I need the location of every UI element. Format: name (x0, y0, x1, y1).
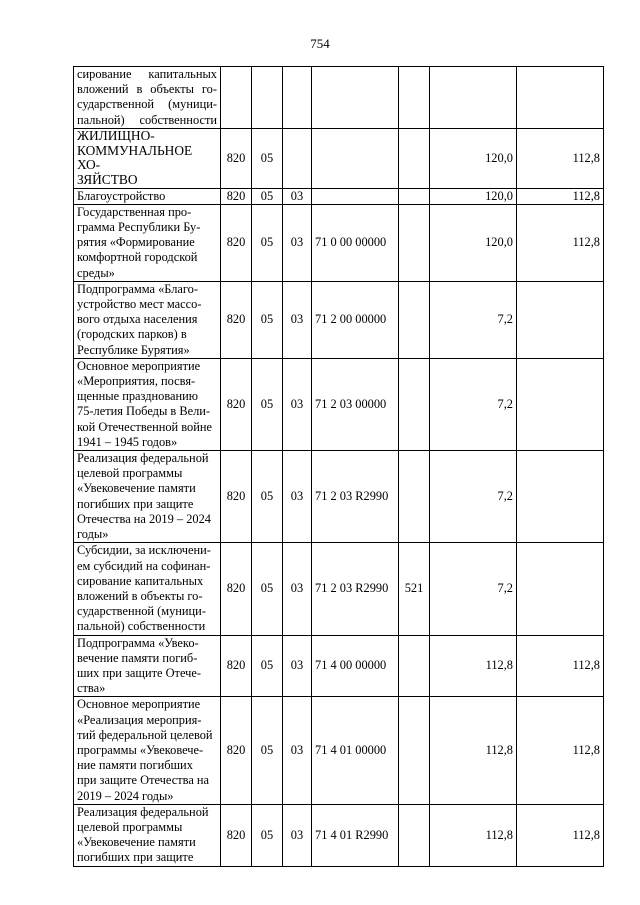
expense-type-code (399, 281, 430, 358)
budget-table (73, 66, 604, 867)
row-name: Субсидии, за исключени- ем субсидий на софинан- сирование капитальных вложений в объекты го- сударственной (муници- пальной) собственности (74, 543, 221, 635)
target-article-code: 71 2 03 00000 (312, 358, 399, 450)
expense-type-code (399, 188, 430, 204)
subsection-code: 03 (283, 543, 312, 635)
amount-1: 7,2 (430, 451, 517, 543)
amount-1: 7,2 (430, 358, 517, 450)
section-code: 05 (252, 204, 283, 281)
row-name: Государственная про- грамма Республики Бу- рятия «Формирование комфортной городской среды» (74, 204, 221, 281)
subsection-code: 03 (283, 358, 312, 450)
subsection-code: 03 (283, 188, 312, 204)
expense-type-code (399, 697, 430, 804)
table-row (74, 188, 604, 204)
budget-table-body (74, 67, 604, 867)
row-name: Реализация федеральной целевой программы «Увековечение памяти погибших при защите (74, 804, 221, 866)
amount-1: 120,0 (430, 188, 517, 204)
table-row (74, 358, 604, 450)
subsection-code: 03 (283, 804, 312, 866)
target-article-code: 71 0 00 00000 (312, 204, 399, 281)
section-code: 05 (252, 451, 283, 543)
ministry-code: 820 (221, 204, 252, 281)
expense-type-code (399, 635, 430, 697)
target-article-code (312, 67, 399, 129)
row-name: Реализация федеральной целевой программы «Увековечение памяти погибших при защите Отечества на 2019 – 2024 годы» (74, 451, 221, 543)
amount-2 (517, 543, 604, 635)
row-name: Благоустройство (74, 188, 221, 204)
subsection-code: 03 (283, 281, 312, 358)
expense-type-code (399, 67, 430, 129)
target-article-code: 71 2 03 R2990 (312, 451, 399, 543)
target-article-code: 71 4 01 R2990 (312, 804, 399, 866)
table-row (74, 67, 604, 129)
amount-2 (517, 67, 604, 129)
subsection-code: 03 (283, 697, 312, 804)
table-row (74, 543, 604, 635)
ministry-code: 820 (221, 543, 252, 635)
target-article-code: 71 4 01 00000 (312, 697, 399, 804)
table-row (74, 281, 604, 358)
amount-2: 112,8 (517, 204, 604, 281)
section-code (252, 67, 283, 129)
section-code: 05 (252, 635, 283, 697)
target-article-code: 71 4 00 00000 (312, 635, 399, 697)
row-name: сирование капитальных вложений в объекты го- сударственной (муници- пальной) собственности (74, 67, 221, 129)
section-code: 05 (252, 697, 283, 804)
row-name: Основное мероприятие «Реализация мероприя- тий федеральной целевой программы «Увековече- ние памяти погибших при защите Отечества на 2019 – 2024 годы» (74, 697, 221, 804)
amount-2: 112,8 (517, 128, 604, 188)
amount-1: 7,2 (430, 281, 517, 358)
ministry-code: 820 (221, 635, 252, 697)
ministry-code: 820 (221, 188, 252, 204)
ministry-code: 820 (221, 697, 252, 804)
ministry-code: 820 (221, 358, 252, 450)
amount-2: 112,8 (517, 635, 604, 697)
subsection-code: 03 (283, 451, 312, 543)
target-article-code (312, 128, 399, 188)
amount-1: 120,0 (430, 128, 517, 188)
table-row (74, 635, 604, 697)
expense-type-code (399, 128, 430, 188)
target-article-code (312, 188, 399, 204)
row-name: Подпрограмма «Благо- устройство мест массо- вого отдыха населения (городских парков) в Республике Бурятия» (74, 281, 221, 358)
amount-2 (517, 281, 604, 358)
row-name: Основное мероприятие «Мероприятия, посвя- щенные празднованию 75-летия Победы в Вели- кой Отечественной войне 1941 – 1945 годов» (74, 358, 221, 450)
section-code: 05 (252, 543, 283, 635)
section-code: 05 (252, 188, 283, 204)
ministry-code: 820 (221, 128, 252, 188)
amount-2 (517, 451, 604, 543)
amount-2: 112,8 (517, 697, 604, 804)
expense-type-code (399, 451, 430, 543)
subsection-code: 03 (283, 635, 312, 697)
target-article-code: 71 2 00 00000 (312, 281, 399, 358)
subsection-code (283, 128, 312, 188)
table-row (74, 697, 604, 804)
table-row (74, 204, 604, 281)
row-name: Подпрограмма «Увеко- вечение памяти погиб- ших при защите Отече- ства» (74, 635, 221, 697)
subsection-code (283, 67, 312, 129)
section-code: 05 (252, 804, 283, 866)
amount-1: 112,8 (430, 635, 517, 697)
expense-type-code (399, 804, 430, 866)
amount-2: 112,8 (517, 188, 604, 204)
row-name: ЖИЛИЩНО- КОММУНАЛЬНОЕ ХО- ЗЯЙСТВО (74, 128, 221, 188)
table-row (74, 451, 604, 543)
expense-type-code (399, 204, 430, 281)
table-row (74, 804, 604, 866)
amount-2 (517, 358, 604, 450)
amount-1: 112,8 (430, 697, 517, 804)
ministry-code (221, 67, 252, 129)
subsection-code: 03 (283, 204, 312, 281)
expense-type-code (399, 358, 430, 450)
table-row (74, 128, 604, 188)
amount-1: 7,2 (430, 543, 517, 635)
ministry-code: 820 (221, 804, 252, 866)
amount-1 (430, 67, 517, 129)
section-code: 05 (252, 128, 283, 188)
ministry-code: 820 (221, 281, 252, 358)
expense-type-code: 521 (399, 543, 430, 635)
amount-1: 112,8 (430, 804, 517, 866)
ministry-code: 820 (221, 451, 252, 543)
amount-1: 120,0 (430, 204, 517, 281)
section-code: 05 (252, 358, 283, 450)
amount-2: 112,8 (517, 804, 604, 866)
target-article-code: 71 2 03 R2990 (312, 543, 399, 635)
page-number: 754 (310, 36, 330, 51)
section-code: 05 (252, 281, 283, 358)
